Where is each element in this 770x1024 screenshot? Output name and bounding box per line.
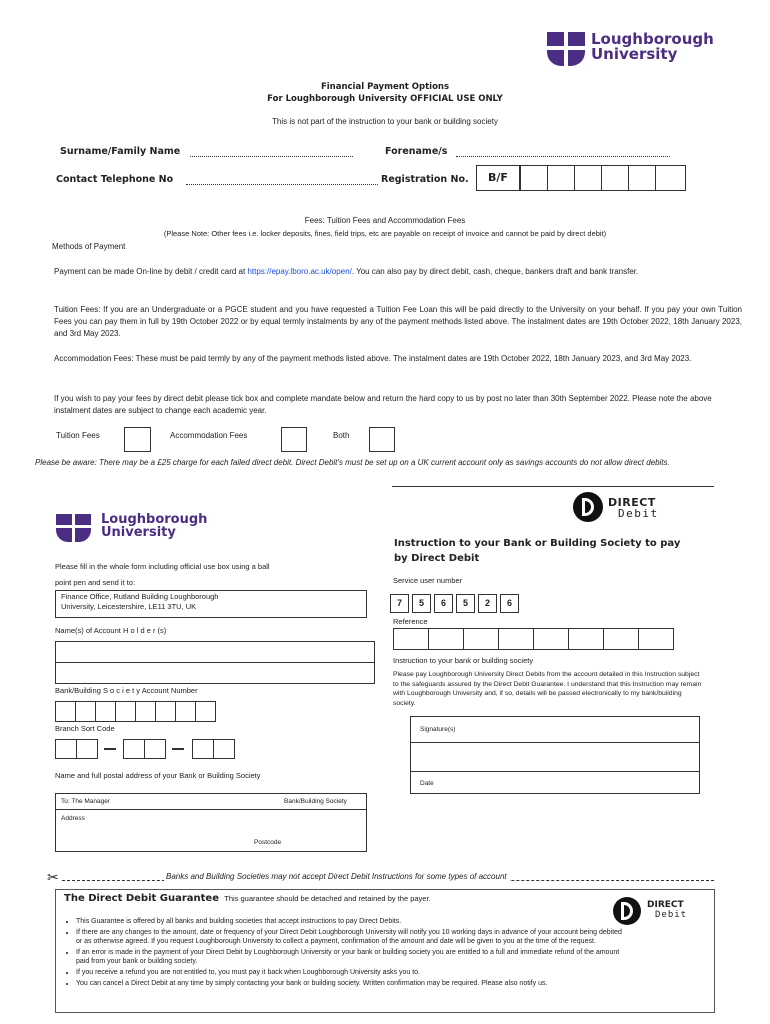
reference-label: Reference (393, 617, 428, 626)
reg-digit-box[interactable] (547, 165, 575, 191)
account-digit-box[interactable] (115, 701, 136, 722)
direct-debit-paragraph: If you wish to pay your fees by direct debit please tick box and complete mandate below and return the hard copy to us by post no later than 30th September 2022. Please note the above instalment dates are subject to change each academic year. (54, 394, 712, 415)
crest-icon (56, 514, 91, 542)
sun-digit: 2 (478, 594, 497, 613)
mandate-logo-line2: University (101, 525, 176, 540)
guarantee-dd-debit: Debit (655, 910, 688, 920)
section-divider (392, 486, 714, 487)
sun-digit: 6 (500, 594, 519, 613)
epay-link[interactable]: https://epay.lboro.ac.uk/open/ (247, 267, 352, 276)
fill-in-instructions-1: Please fill in the whole form including official use box using a ball (55, 562, 270, 571)
instruction-title: Instruction to your Bank or Building Society to pay by Direct Debit (394, 538, 681, 564)
account-digit-box[interactable] (155, 701, 176, 722)
reg-digit-box[interactable] (628, 165, 656, 191)
sun-digit: 5 (412, 594, 431, 613)
account-digit-box[interactable] (95, 701, 116, 722)
reference-box[interactable] (428, 628, 464, 650)
date-label: Date (420, 780, 434, 787)
tuition-paragraph: Tuition Fees: If you are an Undergraduate or a PGCE student and you have requested a Tuition Fee Loan this will be paid directly to the University on your behalf. If you pay your own Tuition Fees you can pay them in full by 19th October 2022 or by equal termly instalments by any of the payment methods listed above. The instalment dates are 19th October 2022, 18th January 2023, and 3rd May 2023. (54, 305, 742, 338)
forename-label: Forename/s (385, 146, 448, 157)
account-digit-box[interactable] (175, 701, 196, 722)
guarantee-dd-direct: DIRECT (647, 900, 684, 910)
sort-digit-box[interactable] (123, 739, 145, 759)
account-digit-box[interactable] (195, 701, 216, 722)
guarantee-header (64, 893, 431, 904)
bank-address-label: Name and full postal address of your Bank or Building Society (55, 771, 261, 780)
page-subtitle: For Loughborough University OFFICIAL USE ONLY (267, 94, 503, 104)
p1-start: Payment can be made On-line by debit / credit card at (54, 267, 248, 276)
dd-logo-debit: Debit (618, 507, 659, 520)
p1-end: . You can also pay by direct debit, cash, cheque, bankers draft and bank transfer. (351, 267, 639, 276)
guarantee-bullet: • If you receive a refund you are not entitled to, you must pay it back when Loughborough University asks you to. (76, 968, 624, 977)
address-line-1: Finance Office, Rutland Building Loughborough (61, 592, 219, 601)
instruction-label: Instruction to your bank or building society (393, 656, 534, 665)
sort-dash (172, 748, 184, 750)
methods-heading: Methods of Payment (52, 242, 126, 251)
surname-field[interactable] (190, 156, 353, 157)
service-user-number-label: Service user number (393, 576, 463, 585)
reference-box[interactable] (498, 628, 534, 650)
sort-digit-box[interactable] (144, 739, 166, 759)
tuition-checkbox[interactable] (124, 427, 151, 452)
sun-digit: 7 (390, 594, 409, 613)
reg-digit-box[interactable] (655, 165, 686, 191)
fees-note: (Please Note: Other fees i.e. locker deposits, fines, field trips, etc are payable on receipt of invoice and cannot be paid by direct debit) (163, 229, 607, 238)
registration-label: Registration No. (381, 174, 469, 185)
account-holder-field[interactable] (55, 641, 375, 684)
online-payment-paragraph (54, 266, 742, 278)
sort-digit-box[interactable] (192, 739, 214, 759)
sun-digit: 6 (434, 594, 453, 613)
phone-label: Contact Telephone No (56, 174, 174, 185)
fill-in-instructions-2: point pen and send it to: (55, 578, 136, 587)
signature-field[interactable] (411, 742, 699, 772)
accommodation-checkbox[interactable] (281, 427, 307, 452)
sort-code-label: Branch Sort Code (55, 724, 115, 733)
guarantee-bullet: • If an error is made in the payment of your Direct Debit by Loughborough University or your bank or building society you are entitled to a full and immediate refund of the amount paid from your bank or building society. (76, 948, 624, 966)
fees-heading: Fees: Tuition Fees and Accommodation Fees (304, 216, 466, 225)
reference-box[interactable] (603, 628, 639, 650)
bank-society-label: Bank/Building Society (284, 798, 347, 805)
guarantee-subtitle: This guarantee should be detached and retained by the payer. (224, 894, 431, 903)
return-address-box (55, 590, 367, 618)
guarantee-title: The Direct Debit Guarantee (64, 893, 219, 904)
reference-box[interactable] (393, 628, 429, 650)
bank-address-box[interactable] (55, 793, 367, 852)
failed-debit-warning: Please be aware: There may be a £25 charge for each failed direct debit. Direct Debit's must be set up on a UK current account only as savings accounts do not allow direct debits. (35, 458, 670, 467)
page-title: Financial Payment Options (320, 82, 450, 92)
both-option-label: Both (333, 431, 350, 440)
logo-line1: Loughborough (591, 30, 714, 48)
both-checkbox[interactable] (369, 427, 395, 452)
reference-box[interactable] (463, 628, 499, 650)
forename-field[interactable] (456, 156, 670, 157)
sort-digit-box[interactable] (76, 739, 98, 759)
surname-label: Surname/Family Name (60, 146, 181, 157)
dd-logo-direct: DIRECT (608, 496, 656, 509)
cut-note: Banks and Building Societies may not accept Direct Debit Instructions for some types of account (166, 872, 507, 881)
account-digit-box[interactable] (135, 701, 156, 722)
signature-date-box (410, 716, 700, 794)
accommodation-option-label: Accommodation Fees (170, 431, 248, 440)
guarantee-bullet: • You can cancel a Direct Debit at any time by simply contacting your bank or building society. Written confirmation may be required. Please also notify us. (76, 979, 624, 988)
accommodation-paragraph: Accommodation Fees: These must be paid termly by any of the payment methods listed above. The instalment dates are 19th October 2022, 18th January 2023, and 3rd May 2023. (54, 354, 692, 363)
sort-digit-box[interactable] (55, 739, 77, 759)
reference-box[interactable] (568, 628, 604, 650)
reg-prefix-box (476, 165, 520, 191)
sort-digit-box[interactable] (213, 739, 235, 759)
postcode-label: Postcode (254, 839, 282, 846)
direct-debit-icon (573, 492, 603, 522)
mandate-logo-line1: Loughborough (101, 512, 208, 527)
reg-digit-box[interactable] (601, 165, 629, 191)
signature-label: Signature(s) (420, 726, 456, 733)
guarantee-bullet: • If there are any changes to the amount, date or frequency of your Direct Debit Loughborough University will notify you 10 working days in advance of your account being debited or as otherwise agreed. If you request Loughborough University to collect a payment, confirmation of the amount and date will be given to you at the time of the request. (76, 928, 624, 946)
account-number-label: Bank/Building S o c i e t y Account Number (55, 686, 198, 695)
sun-digit: 5 (456, 594, 475, 613)
account-digit-box[interactable] (75, 701, 96, 722)
not-instruction-note: This is not part of the instruction to your bank or building society (272, 117, 498, 126)
instruction-text: Please pay Loughborough University Direct Debits from the account detailed in this Instruction subject to the safeguards assured by the Direct Debit Guarantee. I understand that this Instruction may remain with Loughborough University and, if so, details will be passed electronically to my bank/building society. (393, 671, 702, 707)
reg-prefix: B/F (488, 171, 508, 184)
crest-icon (547, 32, 585, 66)
sort-dash (104, 748, 116, 750)
reference-box[interactable] (533, 628, 569, 650)
address-field-label: Address (61, 815, 85, 822)
guarantee-list (64, 917, 624, 990)
account-digit-box[interactable] (55, 701, 76, 722)
to-manager-label: To: The Manager (61, 798, 111, 805)
scissors-icon: ✂ (47, 869, 59, 885)
account-holder-label: Name(s) of Account H o l d e r (s) (55, 626, 167, 635)
logo-line2: University (591, 45, 678, 63)
address-line-2: University, Leicestershire, LE11 3TU, UK (61, 602, 197, 611)
reference-box[interactable] (638, 628, 674, 650)
tuition-option-label: Tuition Fees (56, 431, 100, 440)
phone-field[interactable] (186, 184, 378, 185)
reg-digit-box[interactable] (520, 165, 548, 191)
reg-digit-box[interactable] (574, 165, 602, 191)
guarantee-bullet: • This Guarantee is offered by all banks and building societies that accept instructions to pay Direct Debits. (76, 917, 624, 926)
